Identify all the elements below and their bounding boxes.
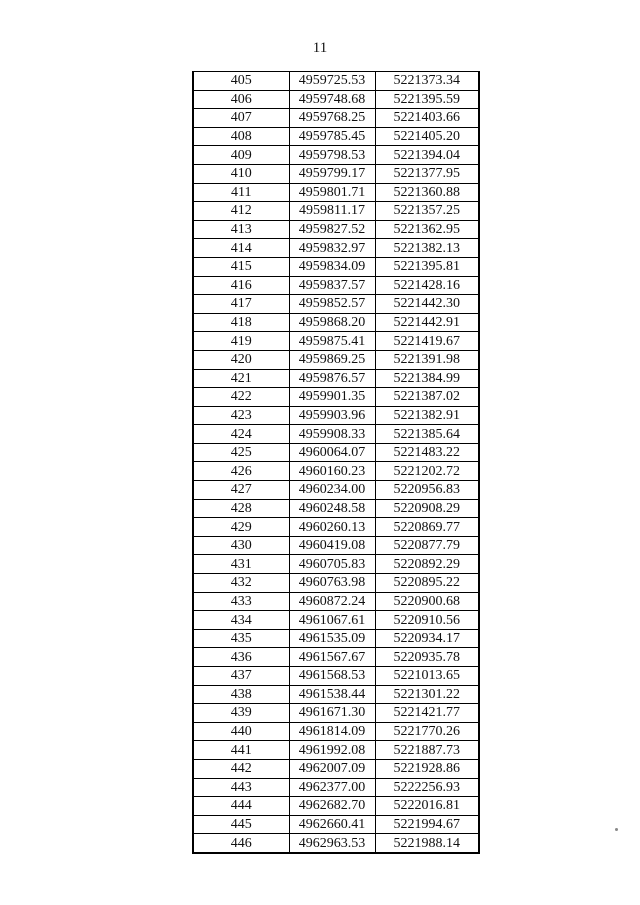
table-row bbox=[193, 406, 479, 425]
table-row bbox=[193, 555, 479, 574]
table-row bbox=[193, 834, 479, 853]
x-coordinate-cell: 4959908.33 bbox=[289, 425, 375, 444]
y-coordinate-cell: 5221442.91 bbox=[375, 313, 479, 332]
x-coordinate-cell: 4959837.57 bbox=[289, 276, 375, 295]
x-coordinate-cell: 4960705.83 bbox=[289, 555, 375, 574]
point-number-cell: 410 bbox=[193, 164, 289, 183]
point-number-cell: 412 bbox=[193, 202, 289, 221]
table-row bbox=[193, 369, 479, 388]
y-coordinate-cell: 5221988.14 bbox=[375, 834, 479, 853]
table-row bbox=[193, 443, 479, 462]
point-number-cell: 427 bbox=[193, 481, 289, 500]
table-row bbox=[193, 388, 479, 407]
x-coordinate-cell: 4961671.30 bbox=[289, 704, 375, 723]
x-coordinate-cell: 4960234.00 bbox=[289, 481, 375, 500]
x-coordinate-cell: 4959811.17 bbox=[289, 202, 375, 221]
y-coordinate-cell: 5221384.99 bbox=[375, 369, 479, 388]
table-row bbox=[193, 257, 479, 276]
y-coordinate-cell: 5221391.98 bbox=[375, 350, 479, 369]
x-coordinate-cell: 4959799.17 bbox=[289, 164, 375, 183]
x-coordinate-cell: 4961567.67 bbox=[289, 648, 375, 667]
x-coordinate-cell: 4960248.58 bbox=[289, 499, 375, 518]
table-row bbox=[193, 276, 479, 295]
y-coordinate-cell: 5221403.66 bbox=[375, 109, 479, 128]
table-row bbox=[193, 220, 479, 239]
point-number-cell: 411 bbox=[193, 183, 289, 202]
y-coordinate-cell: 5221377.95 bbox=[375, 164, 479, 183]
point-number-cell: 436 bbox=[193, 648, 289, 667]
point-number-cell: 430 bbox=[193, 536, 289, 555]
y-coordinate-cell: 5220900.68 bbox=[375, 592, 479, 611]
table-row bbox=[193, 164, 479, 183]
x-coordinate-cell: 4959785.45 bbox=[289, 127, 375, 146]
table-row bbox=[193, 704, 479, 723]
table-row bbox=[193, 629, 479, 648]
point-number-cell: 432 bbox=[193, 574, 289, 593]
table-row bbox=[193, 350, 479, 369]
point-number-cell: 439 bbox=[193, 704, 289, 723]
table-row bbox=[193, 202, 479, 221]
table-row bbox=[193, 499, 479, 518]
table-row bbox=[193, 127, 479, 146]
point-number-cell: 422 bbox=[193, 388, 289, 407]
y-coordinate-cell: 5221483.22 bbox=[375, 443, 479, 462]
point-number-cell: 426 bbox=[193, 462, 289, 481]
y-coordinate-cell: 5222016.81 bbox=[375, 797, 479, 816]
point-number-cell: 445 bbox=[193, 815, 289, 834]
table-row bbox=[193, 741, 479, 760]
x-coordinate-cell: 4959827.52 bbox=[289, 220, 375, 239]
y-coordinate-cell: 5220895.22 bbox=[375, 574, 479, 593]
y-coordinate-cell: 5220956.83 bbox=[375, 481, 479, 500]
table-row bbox=[193, 722, 479, 741]
x-coordinate-cell: 4962007.09 bbox=[289, 759, 375, 778]
x-coordinate-cell: 4960160.23 bbox=[289, 462, 375, 481]
y-coordinate-cell: 5221428.16 bbox=[375, 276, 479, 295]
point-number-cell: 431 bbox=[193, 555, 289, 574]
point-number-cell: 405 bbox=[193, 72, 289, 91]
x-coordinate-cell: 4959875.41 bbox=[289, 332, 375, 351]
point-number-cell: 425 bbox=[193, 443, 289, 462]
x-coordinate-cell: 4960872.24 bbox=[289, 592, 375, 611]
table-row bbox=[193, 778, 479, 797]
x-coordinate-cell: 4961535.09 bbox=[289, 629, 375, 648]
table-row bbox=[193, 295, 479, 314]
y-coordinate-cell: 5222256.93 bbox=[375, 778, 479, 797]
page-number: 11 bbox=[312, 40, 328, 56]
table-row bbox=[193, 685, 479, 704]
y-coordinate-cell: 5221394.04 bbox=[375, 146, 479, 165]
x-coordinate-cell: 4962377.00 bbox=[289, 778, 375, 797]
point-number-cell: 420 bbox=[193, 350, 289, 369]
y-coordinate-cell: 5221442.30 bbox=[375, 295, 479, 314]
table-row bbox=[193, 797, 479, 816]
y-coordinate-cell: 5221357.25 bbox=[375, 202, 479, 221]
table-row bbox=[193, 667, 479, 686]
coordinates-table bbox=[192, 71, 480, 854]
x-coordinate-cell: 4962963.53 bbox=[289, 834, 375, 853]
point-number-cell: 413 bbox=[193, 220, 289, 239]
x-coordinate-cell: 4959901.35 bbox=[289, 388, 375, 407]
x-coordinate-cell: 4959876.57 bbox=[289, 369, 375, 388]
point-number-cell: 440 bbox=[193, 722, 289, 741]
point-number-cell: 429 bbox=[193, 518, 289, 537]
y-coordinate-cell: 5221301.22 bbox=[375, 685, 479, 704]
y-coordinate-cell: 5221887.73 bbox=[375, 741, 479, 760]
point-number-cell: 415 bbox=[193, 257, 289, 276]
x-coordinate-cell: 4959869.25 bbox=[289, 350, 375, 369]
table-row bbox=[193, 332, 479, 351]
x-coordinate-cell: 4960260.13 bbox=[289, 518, 375, 537]
x-coordinate-cell: 4960064.07 bbox=[289, 443, 375, 462]
x-coordinate-cell: 4960419.08 bbox=[289, 536, 375, 555]
y-coordinate-cell: 5220892.29 bbox=[375, 555, 479, 574]
point-number-cell: 417 bbox=[193, 295, 289, 314]
point-number-cell: 409 bbox=[193, 146, 289, 165]
point-number-cell: 438 bbox=[193, 685, 289, 704]
table-row bbox=[193, 462, 479, 481]
x-coordinate-cell: 4959748.68 bbox=[289, 90, 375, 109]
coordinates-table-body bbox=[193, 72, 479, 853]
table-row bbox=[193, 239, 479, 258]
x-coordinate-cell: 4960763.98 bbox=[289, 574, 375, 593]
x-coordinate-cell: 4959834.09 bbox=[289, 257, 375, 276]
point-number-cell: 416 bbox=[193, 276, 289, 295]
table-row bbox=[193, 146, 479, 165]
x-coordinate-cell: 4959801.71 bbox=[289, 183, 375, 202]
point-number-cell: 423 bbox=[193, 406, 289, 425]
point-number-cell: 444 bbox=[193, 797, 289, 816]
table-row bbox=[193, 518, 479, 537]
y-coordinate-cell: 5221013.65 bbox=[375, 667, 479, 686]
y-coordinate-cell: 5220908.29 bbox=[375, 499, 479, 518]
x-coordinate-cell: 4961538.44 bbox=[289, 685, 375, 704]
x-coordinate-cell: 4961067.61 bbox=[289, 611, 375, 630]
point-number-cell: 442 bbox=[193, 759, 289, 778]
y-coordinate-cell: 5221360.88 bbox=[375, 183, 479, 202]
y-coordinate-cell: 5221385.64 bbox=[375, 425, 479, 444]
y-coordinate-cell: 5220935.78 bbox=[375, 648, 479, 667]
y-coordinate-cell: 5221395.81 bbox=[375, 257, 479, 276]
table-row bbox=[193, 183, 479, 202]
x-coordinate-cell: 4959798.53 bbox=[289, 146, 375, 165]
y-coordinate-cell: 5220869.77 bbox=[375, 518, 479, 537]
point-number-cell: 421 bbox=[193, 369, 289, 388]
scan-speck bbox=[615, 828, 618, 831]
point-number-cell: 446 bbox=[193, 834, 289, 853]
y-coordinate-cell: 5220910.56 bbox=[375, 611, 479, 630]
table-row bbox=[193, 536, 479, 555]
y-coordinate-cell: 5221419.67 bbox=[375, 332, 479, 351]
table-row bbox=[193, 481, 479, 500]
point-number-cell: 437 bbox=[193, 667, 289, 686]
x-coordinate-cell: 4959768.25 bbox=[289, 109, 375, 128]
table-row bbox=[193, 611, 479, 630]
point-number-cell: 406 bbox=[193, 90, 289, 109]
y-coordinate-cell: 5220934.17 bbox=[375, 629, 479, 648]
x-coordinate-cell: 4959868.20 bbox=[289, 313, 375, 332]
y-coordinate-cell: 5221382.13 bbox=[375, 239, 479, 258]
x-coordinate-cell: 4959903.96 bbox=[289, 406, 375, 425]
x-coordinate-cell: 4961814.09 bbox=[289, 722, 375, 741]
y-coordinate-cell: 5221405.20 bbox=[375, 127, 479, 146]
point-number-cell: 443 bbox=[193, 778, 289, 797]
y-coordinate-cell: 5221362.95 bbox=[375, 220, 479, 239]
table-row bbox=[193, 313, 479, 332]
x-coordinate-cell: 4959725.53 bbox=[289, 72, 375, 91]
x-coordinate-cell: 4959832.97 bbox=[289, 239, 375, 258]
table-row bbox=[193, 759, 479, 778]
y-coordinate-cell: 5221373.34 bbox=[375, 72, 479, 91]
x-coordinate-cell: 4962660.41 bbox=[289, 815, 375, 834]
table-row bbox=[193, 109, 479, 128]
y-coordinate-cell: 5221928.86 bbox=[375, 759, 479, 778]
point-number-cell: 428 bbox=[193, 499, 289, 518]
table-row bbox=[193, 72, 479, 91]
x-coordinate-cell: 4962682.70 bbox=[289, 797, 375, 816]
point-number-cell: 441 bbox=[193, 741, 289, 760]
y-coordinate-cell: 5221387.02 bbox=[375, 388, 479, 407]
table-row bbox=[193, 90, 479, 109]
point-number-cell: 407 bbox=[193, 109, 289, 128]
point-number-cell: 408 bbox=[193, 127, 289, 146]
x-coordinate-cell: 4961568.53 bbox=[289, 667, 375, 686]
y-coordinate-cell: 5221382.91 bbox=[375, 406, 479, 425]
point-number-cell: 419 bbox=[193, 332, 289, 351]
x-coordinate-cell: 4959852.57 bbox=[289, 295, 375, 314]
point-number-cell: 434 bbox=[193, 611, 289, 630]
y-coordinate-cell: 5221202.72 bbox=[375, 462, 479, 481]
table-row bbox=[193, 592, 479, 611]
table-row bbox=[193, 574, 479, 593]
y-coordinate-cell: 5221421.77 bbox=[375, 704, 479, 723]
y-coordinate-cell: 5221770.26 bbox=[375, 722, 479, 741]
point-number-cell: 435 bbox=[193, 629, 289, 648]
y-coordinate-cell: 5220877.79 bbox=[375, 536, 479, 555]
x-coordinate-cell: 4961992.08 bbox=[289, 741, 375, 760]
point-number-cell: 418 bbox=[193, 313, 289, 332]
table-row bbox=[193, 648, 479, 667]
table-row bbox=[193, 815, 479, 834]
point-number-cell: 433 bbox=[193, 592, 289, 611]
table-row bbox=[193, 425, 479, 444]
point-number-cell: 414 bbox=[193, 239, 289, 258]
y-coordinate-cell: 5221994.67 bbox=[375, 815, 479, 834]
point-number-cell: 424 bbox=[193, 425, 289, 444]
y-coordinate-cell: 5221395.59 bbox=[375, 90, 479, 109]
